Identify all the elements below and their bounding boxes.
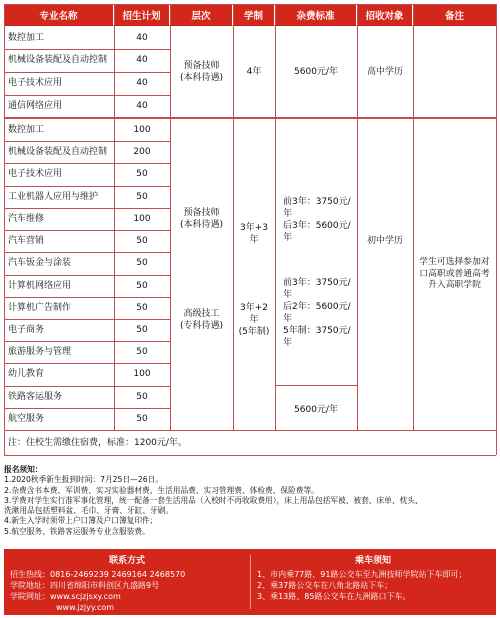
accommodation-note: 注：住校生需缴住宿费，标准：1200元/年。 [8,437,187,448]
header-plan: 招生计划 [114,4,170,26]
s2-fee-a: 前3年：3750元/年 后3年：5600元/年 [283,196,351,244]
grid-s1-r1 [4,49,170,50]
s1-duration: 4年 [246,66,262,77]
notes-line-6: 5.航空服务、铁路客运服务专业含服装费。 [4,526,150,536]
contact-hotline: 招生热线：0816-2469239 2469164 2468570 [10,570,186,579]
s2-plan: 200 [133,147,151,158]
contact-address: 学院地址：四川省绵阳市科创区九盛路9号 [10,581,160,590]
header-level: 层次 [170,4,233,26]
s2-row-line [4,275,170,276]
s2-plan: 100 [133,125,151,136]
s1-major-1: 数控加工 [8,32,45,43]
grid-col-6 [413,4,414,430]
s2-row-line [4,341,170,342]
s2-fee-b: 前3年：3750元/年 后2年：5600元/年 5年制：3750元/年 [283,277,351,349]
notes-line-5: 4.新生入学时须带上户口簿及户口簿复印件； [4,516,158,526]
s2-major: 汽车钣金与涂装 [8,258,72,269]
bus-line-2: 2、乘37路公交车在八角北路站下车； [257,581,393,590]
grid-col-5 [357,4,358,430]
s1-plan-3: 40 [136,78,148,89]
s2-major: 旅游服务与管理 [8,347,72,358]
contact-website-2[interactable]: www.jzjyy.com [56,603,115,612]
s2-level-b: 高级技工 (专科待遇) [179,308,224,331]
s2-level-a: 预备技师 (本科待遇) [179,207,224,230]
grid-section-split [4,117,496,119]
s2-row-line [4,186,170,187]
s2-row-line [4,386,170,387]
footer-banner [4,549,496,615]
grid-s1-r3 [4,95,170,96]
s2-major: 计算机网络应用 [8,280,72,291]
s2-major: 工业机器人应用与维护 [8,191,99,202]
s1-major-3: 电子技术应用 [8,78,63,89]
s2-plan: 50 [136,236,148,247]
s2-row-line [4,297,170,298]
s2-major: 机械设备装配及自动控制 [8,147,108,158]
s2-plan: 50 [136,347,148,358]
grid-bottom [4,455,496,456]
notes-line-2: 2.杂费含书本费、军训费、实习实验器材费、生活用品费、实习管理费、体检费、保险费等。 [4,485,319,495]
header-remark: 备注 [413,4,496,26]
grid-col-7 [496,4,497,455]
s2-plan: 50 [136,302,148,313]
contact-website[interactable]: 学院网址：www.scjzjsxy.com [10,592,121,601]
bus-title: 乘车须知 [354,556,391,566]
s1-target: 高中学历 [366,66,403,77]
s2-plan: 50 [136,324,148,335]
bus-line-3: 3、乘13路、85路公交车在九洲路口下车。 [257,592,411,601]
contact-title: 联系方式 [108,556,145,566]
s1-fee: 5600元/年 [294,66,338,77]
s2-row-line [4,319,170,320]
s2-plan: 50 [136,258,148,269]
s2-duration-a: 3年+3年 [240,222,268,245]
notes-title: 报名须知： [4,465,43,474]
grid-note-top [4,430,496,431]
grid-col-2 [170,4,171,430]
header-duration: 学制 [233,4,275,26]
s2-plan: 50 [136,280,148,291]
s2-plan: 50 [136,191,148,202]
notes-line-3: 3.学费对学生实行准军事化管理，统一配备一套生活用品（入校时不再收取费用），床上用品包括军被、被套、床单、枕头、 [4,495,423,505]
s1-major-4: 通信网络应用 [8,100,63,111]
grid-top [4,4,496,5]
s2-plan: 50 [136,169,148,180]
contact-block [4,549,250,615]
s2-duration-b: 3年+2年 (5年制) [238,302,270,338]
s2-major: 电子商务 [8,324,45,335]
s2-major: 航空服务 [8,413,45,424]
s2-major: 幼儿教育 [8,369,45,380]
s2-major: 铁路客运服务 [8,391,63,402]
s1-plan-1: 40 [136,32,148,43]
s2-row-line [4,363,170,364]
notes-line-1: 1.2020秋季新生报到时间：7月25日—26日。 [4,475,163,485]
bus-line-1: 1、市内乘77路、91路公交车至九洲技师学院站下车即可； [257,570,467,579]
grid-col-1 [114,4,115,430]
grid-s1-r2 [4,72,170,73]
s1-plan-2: 40 [136,55,148,66]
s2-fee-c: 5600元/年 [294,404,338,415]
header-major: 专业名称 [4,4,114,26]
grid-col-4 [275,4,276,430]
registration-notes [4,465,498,545]
notes-line-4: 洗漱用品包括塑料盆、毛巾、牙膏、牙缸、牙刷。 [4,506,174,516]
s2-target: 初中学历 [366,236,403,247]
s2-row-line [4,252,170,253]
grid-fee-c-top [275,385,357,386]
s1-level: 预备技师 (本科待遇) [179,60,224,83]
s2-plan: 50 [136,413,148,424]
s2-major: 汽车维修 [8,213,45,224]
header-fee: 杂费标准 [275,4,357,26]
s1-major-2: 机械设备装配及自动控制 [8,55,108,66]
s2-major: 数控加工 [8,125,45,136]
s2-major: 电子技术应用 [8,169,63,180]
s2-row-line [4,208,170,209]
s2-remark: 学生可选择参加对 口高职或普通高考 升入高职学院 [419,256,490,291]
s2-row-line [4,141,170,142]
s2-row-line [4,163,170,164]
header-target: 招收对象 [357,4,413,26]
s2-major: 汽车营销 [8,236,45,247]
s1-plan-4: 40 [136,100,148,111]
s2-major: 计算机广告制作 [8,302,72,313]
s2-plan: 100 [133,369,151,380]
s2-plan: 50 [136,391,148,402]
s2-plan: 100 [133,213,151,224]
bus-block [251,549,495,615]
grid-col-3 [233,4,234,430]
s2-row-line [4,408,170,409]
s2-row-line [4,230,170,231]
grid-col-0 [4,4,5,455]
